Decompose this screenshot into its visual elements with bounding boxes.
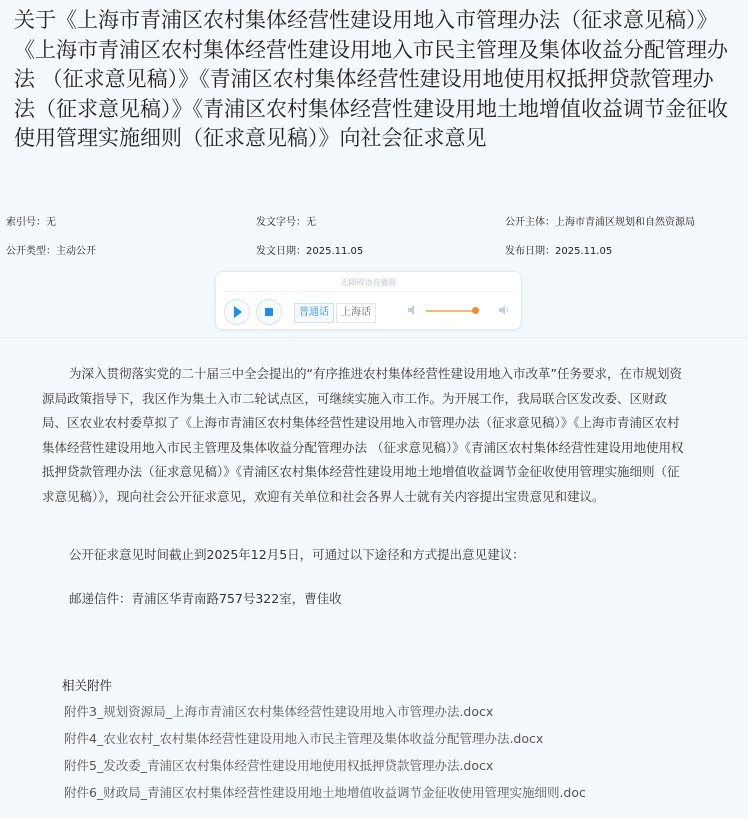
- meta-publish-date: [505, 242, 612, 257]
- meta-publish-date-label: 发布日期：: [505, 246, 555, 257]
- play-icon: [234, 306, 242, 318]
- play-button[interactable]: [224, 299, 250, 325]
- meta-publisher-value: 上海市青浦区规划和自然资源局: [555, 217, 695, 228]
- meta-issue-date: [256, 242, 363, 257]
- meta-index-value: 无: [46, 217, 56, 228]
- content-divider: [0, 337, 748, 338]
- stop-icon: [265, 308, 273, 316]
- volume-slider-track[interactable]: [426, 310, 478, 312]
- volume-down-icon[interactable]: [407, 304, 419, 316]
- meta-doc-no-label: 发文字号：: [256, 217, 306, 228]
- meta-type: [6, 242, 96, 257]
- page-title: 关于《上海市青浦区农村集体经营性建设用地入市管理办法（征求意见稿）》《上海市青浦区农村集体经营性建设用地入市民主管理及集体收益分配管理办法 （征求意见稿）》《青浦区农村集体经营性建设用地使用权抵押贷款管理办法（征求意见稿）》《青浦区农村集体经营性建设用地土地增值收益调节金征收使用管理实施细则（征求意见稿）》向社会征求意见: [14, 8, 728, 150]
- meta-publish-date-value: 2025.11.05: [555, 246, 613, 257]
- meta-doc-no: [256, 213, 316, 228]
- volume-slider-handle[interactable]: [472, 307, 479, 314]
- meta-publisher-label: 公开主体：: [505, 217, 555, 228]
- attachment-link-4[interactable]: 附件4_农业农村_农村集体经营性建设用地入市民主管理及集体收益分配管理办法.docx: [64, 731, 544, 746]
- audio-note: 无障碍语音播报: [340, 278, 397, 287]
- audio-divider: [224, 291, 513, 292]
- stop-button[interactable]: [256, 299, 282, 325]
- attachments-title: 相关附件: [62, 678, 113, 693]
- lang-mandarin-button[interactable]: 普通话: [294, 303, 334, 323]
- attachment-link-6[interactable]: 附件6_财政局_青浦区农村集体经营性建设用地土地增值收益调节金征收使用管理实施细则.doc: [64, 785, 586, 800]
- attachment-link-5[interactable]: 附件5_发改委_青浦区农村集体经营性建设用地使用权抵押贷款管理办法.docx: [64, 758, 494, 773]
- meta-index: [6, 213, 56, 228]
- meta-issue-date-value: 2025.11.05: [306, 246, 364, 257]
- meta-doc-no-value: 无: [306, 217, 316, 228]
- meta-type-label: 公开类型：: [6, 246, 56, 257]
- attachment-link-3[interactable]: 附件3_规划资源局_上海市青浦区农村集体经营性建设用地入市管理办法.docx: [64, 704, 494, 719]
- meta-publisher: [505, 213, 695, 228]
- meta-issue-date-label: 发文日期：: [256, 246, 306, 257]
- meta-type-value: 主动公开: [56, 246, 96, 257]
- body-paragraph-2: 公开征求意见时间截止到2025年12月5日，可通过以下途径和方式提出意见建议：: [69, 547, 525, 562]
- body-paragraph-1: 为深入贯彻落实党的二十届三中全会提出的“有序推进农村集体经营性建设用地入市改革”任务要求，在市规划资源局政策指导下，我区作为集土入市二轮试点区，可继续实施入市工作。为开展工作，我局联合区发改委、区财政局、区农业农村委草拟了《上海市青浦区农村集体经营性建设用地入市管理办法（征求意见稿）》《上海市青浦区农村集体经营性建设用地入市民主管理及集体收益分配管理办法 （征求意见稿）》《青浦区农村集体经营性建设用地使用权抵押贷款管理办法（征求意见稿）》《青浦区农村集体经营性建设用地土地增值收益调节金征收使用管理实施细则（征求意见稿）》，现向社会公开征求意见，欢迎有关单位和社会各界人士就有关内容提出宝贵意见和建议。: [42, 366, 684, 504]
- meta-index-label: 索引号：: [6, 217, 46, 228]
- lang-shanghai-button[interactable]: 上海话: [336, 303, 376, 323]
- volume-up-icon[interactable]: [498, 304, 510, 316]
- body-paragraph-3: 邮递信件：青浦区华青南路757号322室，曹佳收: [69, 591, 342, 606]
